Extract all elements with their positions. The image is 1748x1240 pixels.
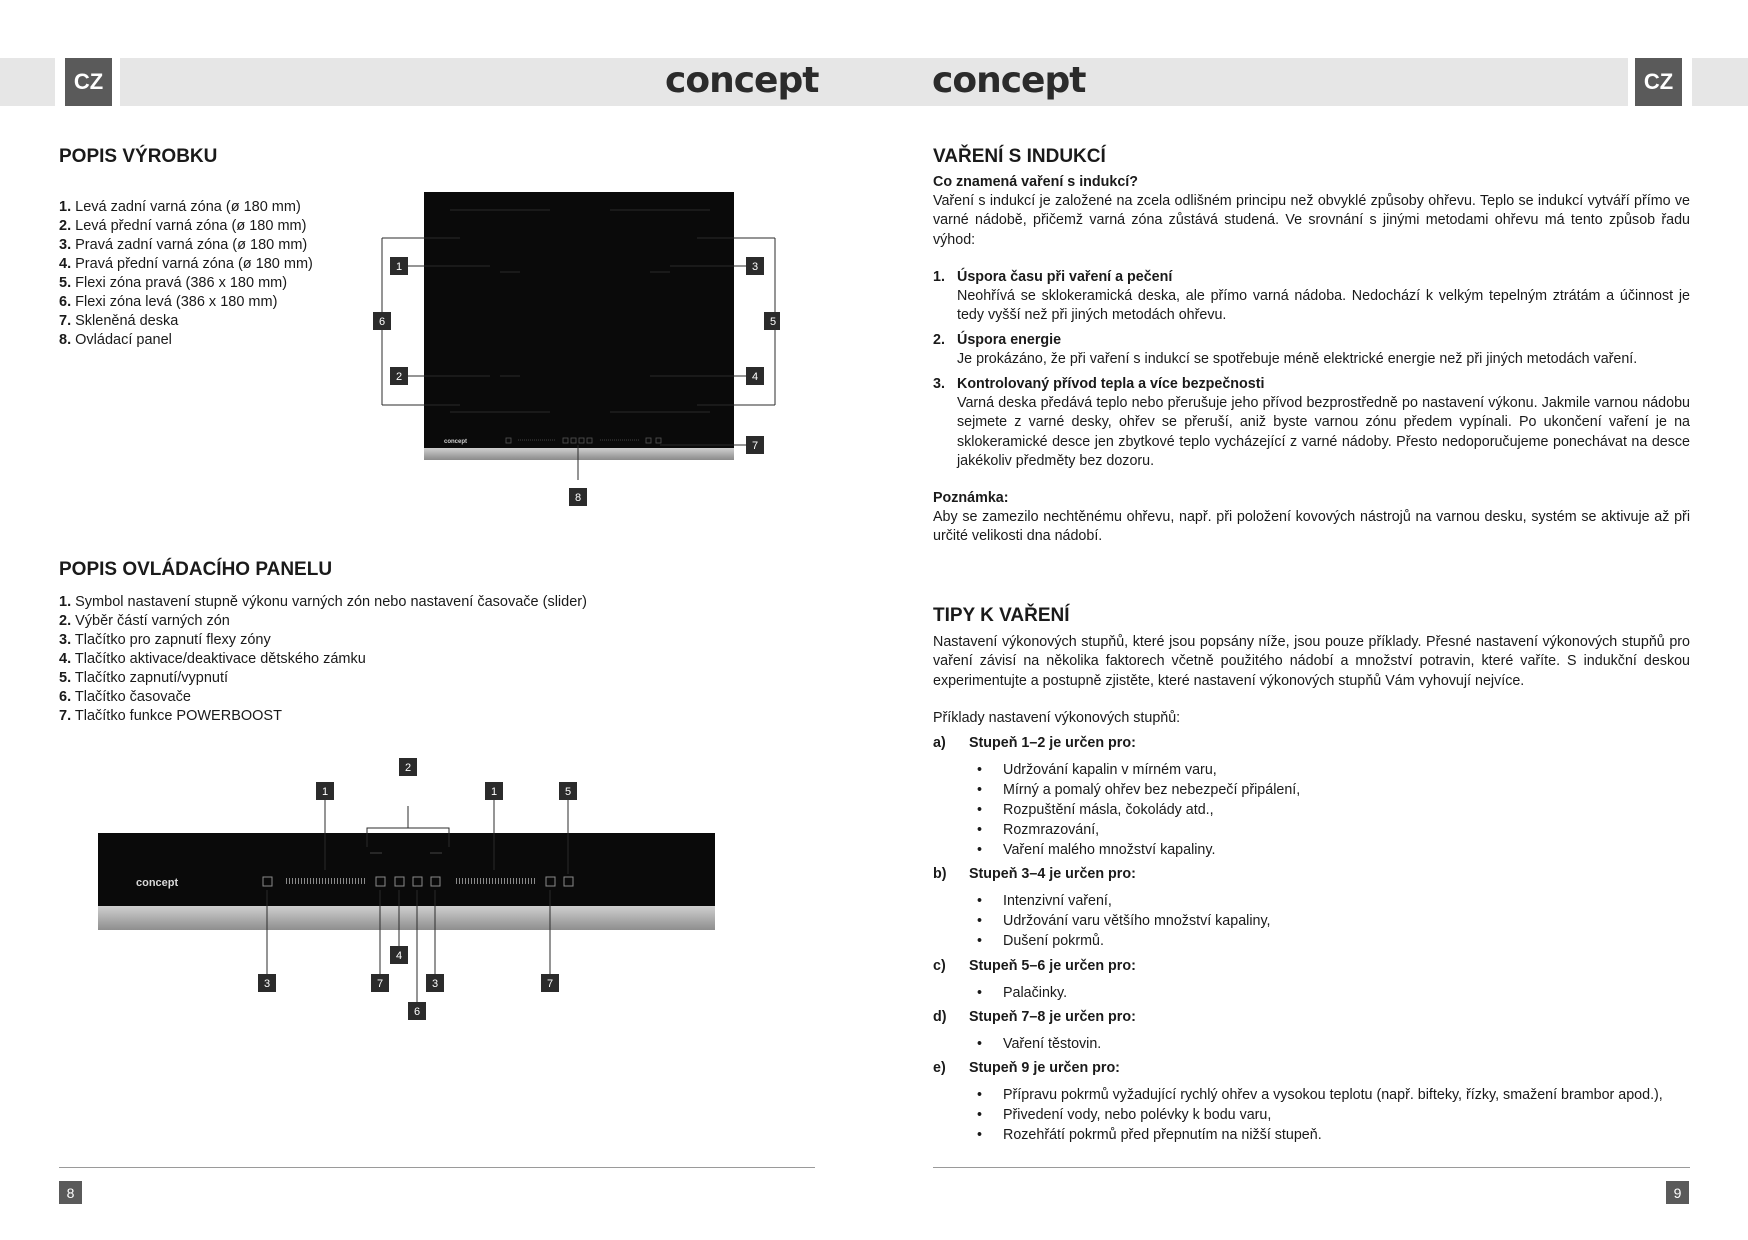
list-item: • Přivedení vody, nebo polévky k bodu varu, — [977, 1105, 1663, 1125]
page-number-left: 8 — [59, 1181, 82, 1204]
list-item: • Vaření těstovin. — [977, 1034, 1101, 1054]
brand-logo-right: concept — [932, 60, 1086, 101]
product-description-title: POPIS VÝROBKU — [59, 146, 218, 167]
control-panel-title: POPIS OVLÁDACÍHO PANELU — [59, 559, 333, 580]
panel-callout-6 — [408, 1002, 426, 1020]
list-item: • Udržování kapalin v mírném varu, — [977, 760, 1300, 780]
panel-callout-1-left — [316, 782, 334, 800]
panel-steel-edge — [98, 906, 715, 930]
svg-text:2: 2 — [404, 762, 412, 774]
list-item: 6. Flexi zóna levá (386 x 180 mm) — [59, 294, 278, 310]
svg-text:5: 5 — [769, 316, 777, 328]
svg-text:8: 8 — [574, 492, 582, 504]
panel-callout-2 — [399, 758, 417, 776]
list-item: 2. Výběr částí varných zón — [59, 613, 230, 629]
svg-text:6: 6 — [378, 316, 386, 328]
list-item: 2. Levá přední varná zóna (ø 180 mm) — [59, 218, 307, 234]
hob-callout-5 — [764, 312, 780, 330]
panel-brand-text: concept — [136, 877, 179, 889]
glass-top — [424, 192, 734, 448]
hob-callout-8 — [569, 488, 587, 506]
brand-logo-left: concept — [665, 60, 819, 101]
svg-text:7: 7 — [751, 440, 759, 452]
list-item: • Dušení pokrmů. — [977, 931, 1271, 951]
list-item: • Udržování varu většího množství kapaliny, — [977, 911, 1271, 931]
list-item: • Rozpuštění másla, čokolády atd., — [977, 800, 1300, 820]
list-item: 4. Pravá přední varná zóna (ø 180 mm) — [59, 256, 313, 272]
panel-callout-5 — [559, 782, 577, 800]
list-item: 7. Tlačítko funkce POWERBOOST — [59, 708, 282, 724]
list-item: 6. Tlačítko časovače — [59, 689, 191, 705]
svg-text:1: 1 — [490, 786, 498, 798]
note-title: Poznámka: — [933, 490, 1009, 506]
hob-callout-7 — [746, 436, 764, 454]
svg-text:2: 2 — [395, 371, 403, 383]
header-band-left — [0, 58, 55, 106]
svg-text:4: 4 — [395, 950, 403, 962]
list-item: • Intenzivní vaření, — [977, 891, 1271, 911]
list-item: 3. Tlačítko pro zapnutí flexy zóny — [59, 632, 271, 648]
svg-text:7: 7 — [376, 978, 384, 990]
header-band-center — [120, 58, 1628, 106]
panel-glass — [98, 833, 715, 906]
tips-intro: Nastavení výkonových stupňů, které jsou popsány níže, jsou pouze příklady. Přesné nastavení výkonových stupňů pro vaření závisí na několika faktorech včetně použitého nádobí a množství potravin, které vaříte. S indukční deskou experimentujte a postupně zjistěte, které nastavení výkonových stupňů Vám vyhovují nejvíce. — [933, 634, 1690, 689]
product-parts-list — [59, 198, 313, 350]
control-panel-list — [59, 593, 587, 726]
svg-text:6: 6 — [413, 1006, 421, 1018]
panel-callout-3-left — [258, 974, 276, 992]
hob-callout-3 — [746, 257, 764, 275]
induction-question: Co znamená vaření s indukcí? — [933, 174, 1138, 190]
induction-title: VAŘENÍ S INDUKCÍ — [933, 146, 1106, 167]
svg-text:3: 3 — [263, 978, 271, 990]
footer-rule-left — [59, 1167, 815, 1168]
list-item: • Vaření malého množství kapaliny. — [977, 840, 1300, 860]
svg-text:1: 1 — [321, 786, 329, 798]
hob-callout-4 — [746, 367, 764, 385]
svg-text:4: 4 — [751, 371, 759, 383]
hob-callout-2 — [390, 367, 408, 385]
svg-text:3: 3 — [751, 261, 759, 273]
examples-label: Příklady nastavení výkonových stupňů: — [933, 710, 1181, 726]
hob-diagram — [360, 180, 780, 520]
svg-text:5: 5 — [564, 786, 572, 798]
list-item: 1. Symbol nastavení stupně výkonu varných zón nebo nastavení časovače (slider) — [59, 594, 587, 610]
language-badge-right: CZ — [1635, 58, 1682, 106]
list-item: • Palačinky. — [977, 983, 1067, 1003]
list-item: 5. Tlačítko zapnutí/vypnutí — [59, 670, 229, 686]
induction-intro: Vaření s indukcí je založené na zcela odlišném principu než obvyklé způsoby ohřevu. Teplo se indukcí vytváří přímo ve varné nádobě, přičemž varná zóna zůstává studená. Ve srovnání s jinými metodami ohřevu má tento způsob řadu výhod: — [933, 193, 1690, 248]
control-panel-diagram — [90, 752, 730, 1027]
panel-callout-4 — [390, 946, 408, 964]
svg-text:3: 3 — [431, 978, 439, 990]
panel-callout-7-left — [371, 974, 389, 992]
language-badge-left: CZ — [65, 58, 112, 106]
note-text: Aby se zamezilo nechtěnému ohřevu, např. při položení kovových nástrojů na varnou desku, systém se aktivuje až při určité velikosti dna nádobí. — [933, 509, 1690, 545]
list-item: 1. Levá zadní varná zóna (ø 180 mm) — [59, 199, 301, 215]
list-item: 7. Skleněná deska — [59, 313, 179, 329]
list-item: • Rozmrazování, — [977, 820, 1300, 840]
hob-callout-6 — [373, 312, 391, 330]
list-item: • Rozehřátí pokrmů před přepnutím na nižší stupeň. — [977, 1125, 1663, 1145]
svg-text:1: 1 — [395, 261, 403, 273]
footer-rule-right — [933, 1167, 1690, 1168]
list-item: 3. Pravá zadní varná zóna (ø 180 mm) — [59, 237, 308, 253]
header-band-right — [1692, 58, 1748, 106]
list-item: 4. Tlačítko aktivace/deaktivace dětského zámku — [59, 651, 366, 667]
tips-title: TIPY K VAŘENÍ — [933, 605, 1070, 626]
list-item: • Přípravu pokrmů vyžadující rychlý ohřev a vysokou teplotu (např. bifteky, řízky, smažení brambor apod.), — [977, 1085, 1663, 1105]
page-number-right: 9 — [1666, 1181, 1689, 1204]
panel-callout-1-right — [485, 782, 503, 800]
list-item: 5. Flexi zóna pravá (386 x 180 mm) — [59, 275, 288, 291]
hob-brand-text: concept — [444, 439, 468, 445]
hob-callout-1 — [390, 257, 408, 275]
panel-callout-3-right — [426, 974, 444, 992]
svg-text:7: 7 — [546, 978, 554, 990]
panel-callout-7-right — [541, 974, 559, 992]
list-item: 8. Ovládací panel — [59, 332, 172, 348]
list-item: • Mírný a pomalý ohřev bez nebezpečí připálení, — [977, 780, 1300, 800]
steel-edge — [424, 448, 734, 460]
